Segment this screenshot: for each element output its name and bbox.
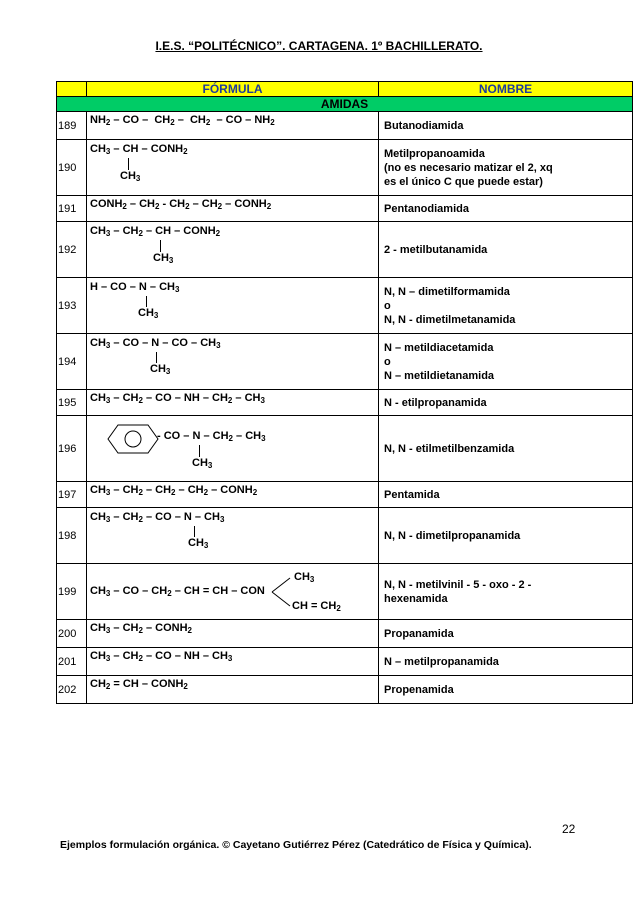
row-number: 189 — [57, 112, 87, 140]
table-row — [57, 278, 633, 334]
row-number: 196 — [57, 416, 87, 482]
formula-cell: $CH_3$ – CH – $CONH_2$ $CH_3$ — [87, 140, 379, 196]
compound-name: N, N - metilvinil - 5 - oxo - 2 - hexenamida — [379, 564, 633, 620]
table-row — [57, 390, 633, 416]
formula-cell: $NH_2$ – CO – $CH_2 - CH_2$ – CO – $NH_2$ — [87, 112, 379, 140]
row-number: 198 — [57, 508, 87, 564]
formula-cell: $CH_2$ = CH – $CONH_2$ — [87, 676, 379, 704]
formula-cell: $CONH_2 - CH_2 - CH_2 - CH_2$ – $CONH_2$ — [87, 196, 379, 222]
compound-name: Butanodiamida — [379, 112, 633, 140]
row-number: 193 — [57, 278, 87, 334]
amides-table — [56, 81, 633, 704]
row-number: 197 — [57, 482, 87, 508]
formula-cell: $CH_3 - CH_2 - CH_2 - CH_2$ – $CONH_2$ — [87, 482, 379, 508]
compound-name: Pentamida — [379, 482, 633, 508]
page-footer: Ejemplos formulación orgánica. © Cayetano Gutiérrez Pérez (Catedrático de Física y Química). — [60, 839, 532, 851]
row-number: 190 — [57, 140, 87, 196]
compound-name: N, N – dimetilformamida o N, N - dimetilmetanamida — [379, 278, 633, 334]
benzene-ring-icon — [107, 424, 159, 454]
row-number: 201 — [57, 648, 87, 676]
row-number: 191 — [57, 196, 87, 222]
row-number: 192 — [57, 222, 87, 278]
table-header-row — [57, 82, 633, 97]
table-row — [57, 416, 633, 482]
table-row — [57, 620, 633, 648]
compound-name: N - etilpropanamida — [379, 390, 633, 416]
compound-name: 2 - metilbutanamida — [379, 222, 633, 278]
row-number: 202 — [57, 676, 87, 704]
table-row — [57, 222, 633, 278]
branch-lines-icon — [270, 574, 292, 610]
table-row — [57, 482, 633, 508]
formula-cell: $CH_3 - CH_2$ – CO – N – $CH_3$ $CH_3$ — [87, 508, 379, 564]
compound-name: Pentanodiamida — [379, 196, 633, 222]
formula-cell: $CH_3 - CH_2$ – CO – NH – $CH_3$ — [87, 648, 379, 676]
table-row — [57, 676, 633, 704]
formula-cell: $CH_3 - CH_2$ – CO – NH – $CH_2 - CH_3$ — [87, 390, 379, 416]
page-number: 22 — [562, 822, 576, 836]
compound-name: N, N - etilmetilbenzamida — [379, 416, 633, 482]
compound-name: N – metilpropanamida — [379, 648, 633, 676]
compound-name: N, N - dimetilpropanamida — [379, 508, 633, 564]
section-title: AMIDAS — [57, 97, 633, 112]
compound-name: Propanamida — [379, 620, 633, 648]
compound-name: Metilpropanoamida (no es necesario matizar el 2, xq es el único C que puede estar) — [379, 140, 633, 196]
row-number: 199 — [57, 564, 87, 620]
name-column-header: NOMBRE — [379, 82, 633, 97]
formula-cell: $CH_3$ – CO – N – CO – $CH_3$ $CH_3$ — [87, 334, 379, 390]
document-header: I.E.S. “POLITÉCNICO”. CARTAGENA. 1º BACHILLERATO. — [155, 39, 483, 53]
row-number: 195 — [57, 390, 87, 416]
compound-name: N – metildiacetamida o N – metildietanamida — [379, 334, 633, 390]
table-row — [57, 140, 633, 196]
formula-cell: H – CO – N – $CH_3$ $CH_3$ — [87, 278, 379, 334]
formula-column-header: FÓRMULA — [87, 82, 379, 97]
table-row — [57, 196, 633, 222]
formula-cell: - CO – N – $CH_2 - CH_3$ $CH_3$ — [87, 416, 379, 482]
table-row — [57, 112, 633, 140]
table-row — [57, 564, 633, 620]
formula-cell: $CH_3 - CH_2$ – CH – $CONH_2$ $CH_3$ — [87, 222, 379, 278]
table-row — [57, 334, 633, 390]
table-row — [57, 648, 633, 676]
section-row — [57, 97, 633, 112]
row-number: 194 — [57, 334, 87, 390]
formula-cell: $CH_3 - CH_2$ – $CONH_2$ — [87, 620, 379, 648]
row-number: 200 — [57, 620, 87, 648]
compound-name: Propenamida — [379, 676, 633, 704]
table-row — [57, 508, 633, 564]
formula-cell: $CH_3$ $CH_3$ – CO – $CH_2$ – CH = CH – CON CH = $CH_2$ — [87, 564, 379, 620]
